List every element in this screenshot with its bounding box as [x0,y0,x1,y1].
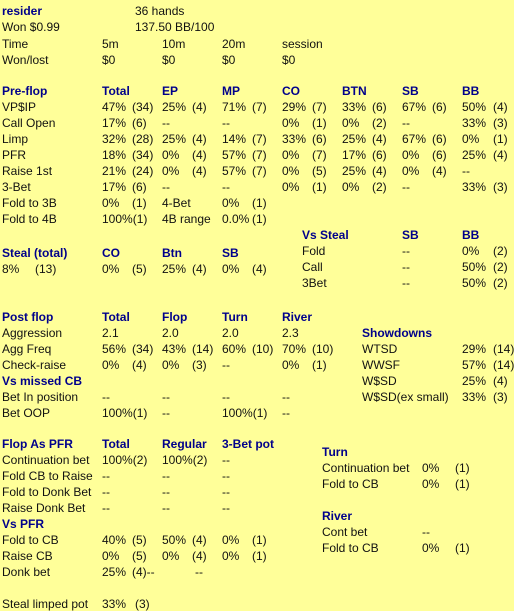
fold-to-4bet-value: 100%(1) [102,212,148,226]
vs-steal-row-label: Fold [302,244,326,258]
missed-cb-cell: 100%(1) [222,406,268,420]
steal-total-value: 8% [2,262,20,276]
missed-cb-cell: -- [282,390,290,404]
preflop-column-header: BTN [342,84,367,98]
vs-steal-sb-value: -- [402,244,410,258]
preflop-cell-value: -- [162,180,170,194]
preflop-cell-value: 14% [222,132,247,146]
fourbet-range-label: 4B range [162,212,211,226]
turn-title: Turn [322,445,348,459]
won-amount: Won $0.99 [2,20,60,34]
preflop-cell-count: (4) [372,164,387,178]
missed-cb-row-label: Bet In position [2,390,79,404]
fourbet-count: (1) [252,196,267,210]
turn-value: 0% [422,477,440,491]
preflop-row-label: 3-Bet [2,180,31,194]
agg-freq-value: 60% [222,342,247,356]
preflop-row-label: PFR [2,148,26,162]
preflop-cell-count: (1) [312,180,327,194]
vs-steal-sb-value: -- [402,276,410,290]
preflop-cell-value: 0% [402,164,420,178]
showdown-count: (14) [493,358,514,372]
preflop-cell-count: (4) [372,132,387,146]
vs-steal-bb-count: (2) [493,276,508,290]
river-row-label: Cont bet [322,525,368,539]
steal-cell-value: 25% [162,262,187,276]
donk-bet-label: Donk bet [2,565,51,579]
donk-bet-cell: -- [195,565,203,579]
check-raise-count: (4) [132,358,147,372]
vs-pfr-row-label: Fold to CB [2,533,59,547]
showdown-row-label: WWSF [362,358,400,372]
preflop-cell-value: 67% [402,132,427,146]
preflop-cell-value: 21% [102,164,127,178]
flop-pfr-column-header: Total [102,437,130,451]
period-header: 10m [162,37,186,51]
showdown-row-label: WTSD [362,342,398,356]
preflop-cell-count: (24) [132,164,154,178]
missed-cb-cell: -- [162,390,170,404]
turn-value: 0% [422,461,440,475]
preflop-cell-count: (4) [192,132,207,146]
river-value: 0% [422,541,440,555]
bb-per-100: 137.50 BB/100 [135,20,215,34]
missed-cb-cell: -- [162,406,170,420]
preflop-cell-count: (7) [252,100,267,114]
turn-count: (1) [455,461,470,475]
preflop-row-label: VP$IP [2,100,37,114]
vs-pfr-cell-value: 0% [222,549,240,563]
vs-steal-sb-value: -- [402,260,410,274]
flop-pfr-cell: -- [222,469,230,483]
preflop-cell-count: (7) [312,148,327,162]
fold-to-3bet-count: (1) [132,196,147,210]
preflop-cell-count: (7) [252,132,267,146]
preflop-cell-count: (6) [432,132,447,146]
flop-pfr-cell: -- [222,453,230,467]
check-raise-count: (3) [192,358,207,372]
fourbet-range-count: (1) [252,212,267,226]
steal-cell-value: 0% [222,262,240,276]
flop-pfr-cell: 100%(2) [102,453,148,467]
preflop-cell-count: (6) [372,100,387,114]
preflop-cell-count: (1) [493,132,508,146]
vs-pfr-cell-count: (1) [252,533,267,547]
flop-pfr-cell: -- [162,469,170,483]
river-row-label: Fold to CB [322,541,379,555]
aggression-value: 2.0 [162,326,179,340]
showdown-value: 29% [462,342,487,356]
vs-steal-row-label: 3Bet [302,276,327,290]
flop-pfr-cell: -- [102,485,110,499]
preflop-cell-value: 25% [162,132,187,146]
vs-steal-sb-header: SB [402,228,419,242]
check-raise-value: -- [222,358,230,372]
steal-title: Steal (total) [2,246,68,260]
preflop-cell-value: 25% [342,164,367,178]
missed-cb-cell: -- [222,390,230,404]
preflop-cell-value: -- [222,180,230,194]
preflop-column-header: EP [162,84,179,98]
steal-cell-count: (4) [192,262,207,276]
preflop-cell-count: (4) [192,164,207,178]
preflop-cell-value: 0% [462,132,480,146]
preflop-cell-count: (6) [132,116,147,130]
steal-column-header: SB [222,246,239,260]
aggression-value: 2.1 [102,326,119,340]
preflop-cell-value: 0% [342,180,360,194]
preflop-cell-value: 33% [342,100,367,114]
preflop-cell-value: 0% [162,164,180,178]
vs-steal-title: Vs Steal [302,228,349,242]
preflop-cell-value: 25% [342,132,367,146]
showdown-value: 33% [462,390,487,404]
preflop-cell-value: 67% [402,100,427,114]
preflop-cell-count: (7) [252,164,267,178]
steal-cell-count: (5) [132,262,147,276]
check-raise-value: 0% [102,358,120,372]
missed-cb-title: Vs missed CB [2,374,83,388]
vs-steal-bb-header: BB [462,228,480,242]
flop-pfr-cell: 100%(2) [162,453,208,467]
flop-pfr-column-header: 3-Bet pot [222,437,274,451]
vs-pfr-cell-count: (4) [192,549,207,563]
preflop-cell-value: -- [402,180,410,194]
preflop-row-label: Call Open [2,116,56,130]
fourbet-value: 0% [222,196,240,210]
postflop-column-header: Turn [222,310,248,324]
preflop-cell-value: 17% [342,148,367,162]
river-count: (1) [455,541,470,555]
agg-freq-count: (10) [252,342,274,356]
missed-cb-cell: 100%(1) [102,406,148,420]
vs-pfr-cell-value: 0% [102,549,120,563]
check-raise-count: (1) [312,358,327,372]
turn-row-label: Continuation bet [322,461,410,475]
postflop-title: Post flop [2,310,54,324]
showdown-count: (4) [493,374,508,388]
missed-cb-cell: -- [282,406,290,420]
flop-pfr-title: Flop As PFR [2,437,73,451]
river-value: -- [422,525,430,539]
preflop-cell-value: 33% [462,116,487,130]
check-raise-value: 0% [282,358,300,372]
agg-freq-value: 43% [162,342,187,356]
steal-cell-value: 0% [102,262,120,276]
player-name: resider [2,4,43,18]
vs-pfr-cell-count: (1) [252,549,267,563]
steal-limped-count: (3) [135,597,150,611]
preflop-column-header: Total [102,84,130,98]
period-value: $0 [162,53,176,67]
preflop-cell-value: 0% [282,164,300,178]
preflop-title: Pre-flop [2,84,48,98]
preflop-cell-count: (5) [312,164,327,178]
vs-pfr-cell-value: 0% [222,533,240,547]
river-title: River [322,509,353,523]
flop-pfr-cell: -- [102,469,110,483]
vs-pfr-cell-value: 50% [162,533,187,547]
preflop-cell-count: (4) [192,148,207,162]
steal-total-count: (13) [35,262,57,276]
steal-limped-value: 33% [102,597,127,611]
won-lost-label: Won/lost [2,53,49,67]
flop-pfr-cell: -- [102,501,110,515]
flop-pfr-column-header: Regular [162,437,207,451]
check-raise-label: Check-raise [2,358,67,372]
showdown-count: (14) [493,342,514,356]
period-value: $0 [102,53,116,67]
steal-column-header: Btn [162,246,182,260]
postflop-column-header: Total [102,310,130,324]
preflop-cell-count: (2) [372,116,387,130]
preflop-cell-value: 25% [462,148,487,162]
vs-pfr-cell-value: 40% [102,533,127,547]
showdowns-title: Showdowns [362,326,432,340]
fourbet-label: 4-Bet [162,196,191,210]
preflop-cell-value: 33% [282,132,307,146]
preflop-cell-value: 0% [282,148,300,162]
showdown-row-label: W$SD [362,374,397,388]
fold-to-3bet-value: 0% [102,196,120,210]
steal-cell-count: (4) [252,262,267,276]
preflop-cell-value: -- [162,116,170,130]
preflop-cell-count: (6) [372,148,387,162]
hands-count: 36 hands [135,4,185,18]
preflop-cell-count: (6) [432,148,447,162]
preflop-cell-count: (7) [252,148,267,162]
preflop-cell-count: (7) [312,100,327,114]
flop-pfr-cell: -- [162,485,170,499]
preflop-cell-count: (6) [312,132,327,146]
preflop-cell-value: -- [402,116,410,130]
preflop-cell-value: 32% [102,132,127,146]
preflop-cell-count: (4) [493,100,508,114]
showdown-value: 57% [462,358,487,372]
missed-cb-cell: -- [102,390,110,404]
agg-freq-label: Agg Freq [2,342,52,356]
preflop-cell-value: 57% [222,148,247,162]
preflop-cell-value: 0% [162,148,180,162]
preflop-cell-value: 0% [402,148,420,162]
vs-steal-bb-value: 0% [462,244,480,258]
turn-count: (1) [455,477,470,491]
preflop-cell-count: (3) [493,116,508,130]
flop-pfr-row-label: Fold CB to Raise [2,469,93,483]
donk-bet-value: 25% [102,565,127,579]
vs-steal-row-label: Call [302,260,323,274]
preflop-cell-count: (34) [132,100,154,114]
period-header: 5m [102,37,119,51]
agg-freq-count: (10) [312,342,334,356]
vs-pfr-cell-count: (5) [132,533,147,547]
fourbet-range-value: 0.0% [222,212,250,226]
vs-steal-bb-count: (2) [493,244,508,258]
steal-limped-label: Steal limped pot [2,597,89,611]
vs-pfr-cell-count: (4) [192,533,207,547]
preflop-column-header: MP [222,84,240,98]
time-label: Time [2,37,29,51]
vs-pfr-row-label: Raise CB [2,549,53,563]
showdown-count: (3) [493,390,508,404]
check-raise-value: 0% [162,358,180,372]
preflop-cell-value: 17% [102,180,127,194]
preflop-cell-value: 0% [342,116,360,130]
preflop-cell-value: 18% [102,148,127,162]
preflop-cell-value: -- [462,164,470,178]
period-value: $0 [282,53,296,67]
agg-freq-value: 56% [102,342,127,356]
preflop-cell-count: (34) [132,148,154,162]
donk-bet-count: (4)-- [132,565,155,579]
preflop-column-header: CO [282,84,300,98]
steal-column-header: CO [102,246,120,260]
vs-pfr-title: Vs PFR [2,517,45,531]
postflop-column-header: Flop [162,310,188,324]
flop-pfr-row-label: Continuation bet [2,453,90,467]
flop-pfr-row-label: Fold to Donk Bet [2,485,92,499]
vs-steal-bb-value: 50% [462,276,487,290]
aggression-label: Aggression [2,326,63,340]
flop-pfr-row-label: Raise Donk Bet [2,501,86,515]
preflop-cell-value: 17% [102,116,127,130]
flop-pfr-cell: -- [222,501,230,515]
postflop-column-header: River [282,310,313,324]
preflop-column-header: BB [462,84,480,98]
preflop-cell-value: 47% [102,100,127,114]
fold-to-3bet-label: Fold to 3B [2,196,57,210]
preflop-cell-value: 25% [162,100,187,114]
showdown-row-label: W$SD(ex small) [362,390,449,404]
preflop-cell-value: 29% [282,100,307,114]
preflop-cell-count: (4) [432,164,447,178]
preflop-cell-count: (4) [192,100,207,114]
aggression-value: 2.3 [282,326,299,340]
flop-pfr-cell: -- [222,485,230,499]
preflop-cell-count: (1) [312,116,327,130]
preflop-cell-count: (2) [372,180,387,194]
missed-cb-row-label: Bet OOP [2,406,51,420]
preflop-cell-value: 33% [462,180,487,194]
turn-row-label: Fold to CB [322,477,379,491]
preflop-cell-value: -- [222,116,230,130]
vs-pfr-cell-count: (5) [132,549,147,563]
preflop-cell-count: (6) [132,180,147,194]
preflop-cell-value: 71% [222,100,247,114]
agg-freq-count: (14) [192,342,214,356]
flop-pfr-cell: -- [162,501,170,515]
agg-freq-value: 70% [282,342,307,356]
preflop-cell-count: (4) [493,148,508,162]
vs-steal-bb-value: 50% [462,260,487,274]
preflop-cell-value: 0% [282,116,300,130]
preflop-cell-count: (28) [132,132,154,146]
preflop-cell-value: 50% [462,100,487,114]
period-value: $0 [222,53,236,67]
preflop-row-label: Limp [2,132,29,146]
vs-pfr-cell-value: 0% [162,549,180,563]
preflop-column-header: SB [402,84,419,98]
fold-to-4bet-label: Fold to 4B [2,212,57,226]
period-header: 20m [222,37,246,51]
preflop-row-label: Raise 1st [2,164,53,178]
preflop-cell-value: 57% [222,164,247,178]
vs-steal-bb-count: (2) [493,260,508,274]
period-header: session [282,37,323,51]
aggression-value: 2.0 [222,326,239,340]
agg-freq-count: (34) [132,342,154,356]
preflop-cell-value: 0% [282,180,300,194]
preflop-cell-count: (3) [493,180,508,194]
preflop-cell-count: (6) [432,100,447,114]
showdown-value: 25% [462,374,487,388]
